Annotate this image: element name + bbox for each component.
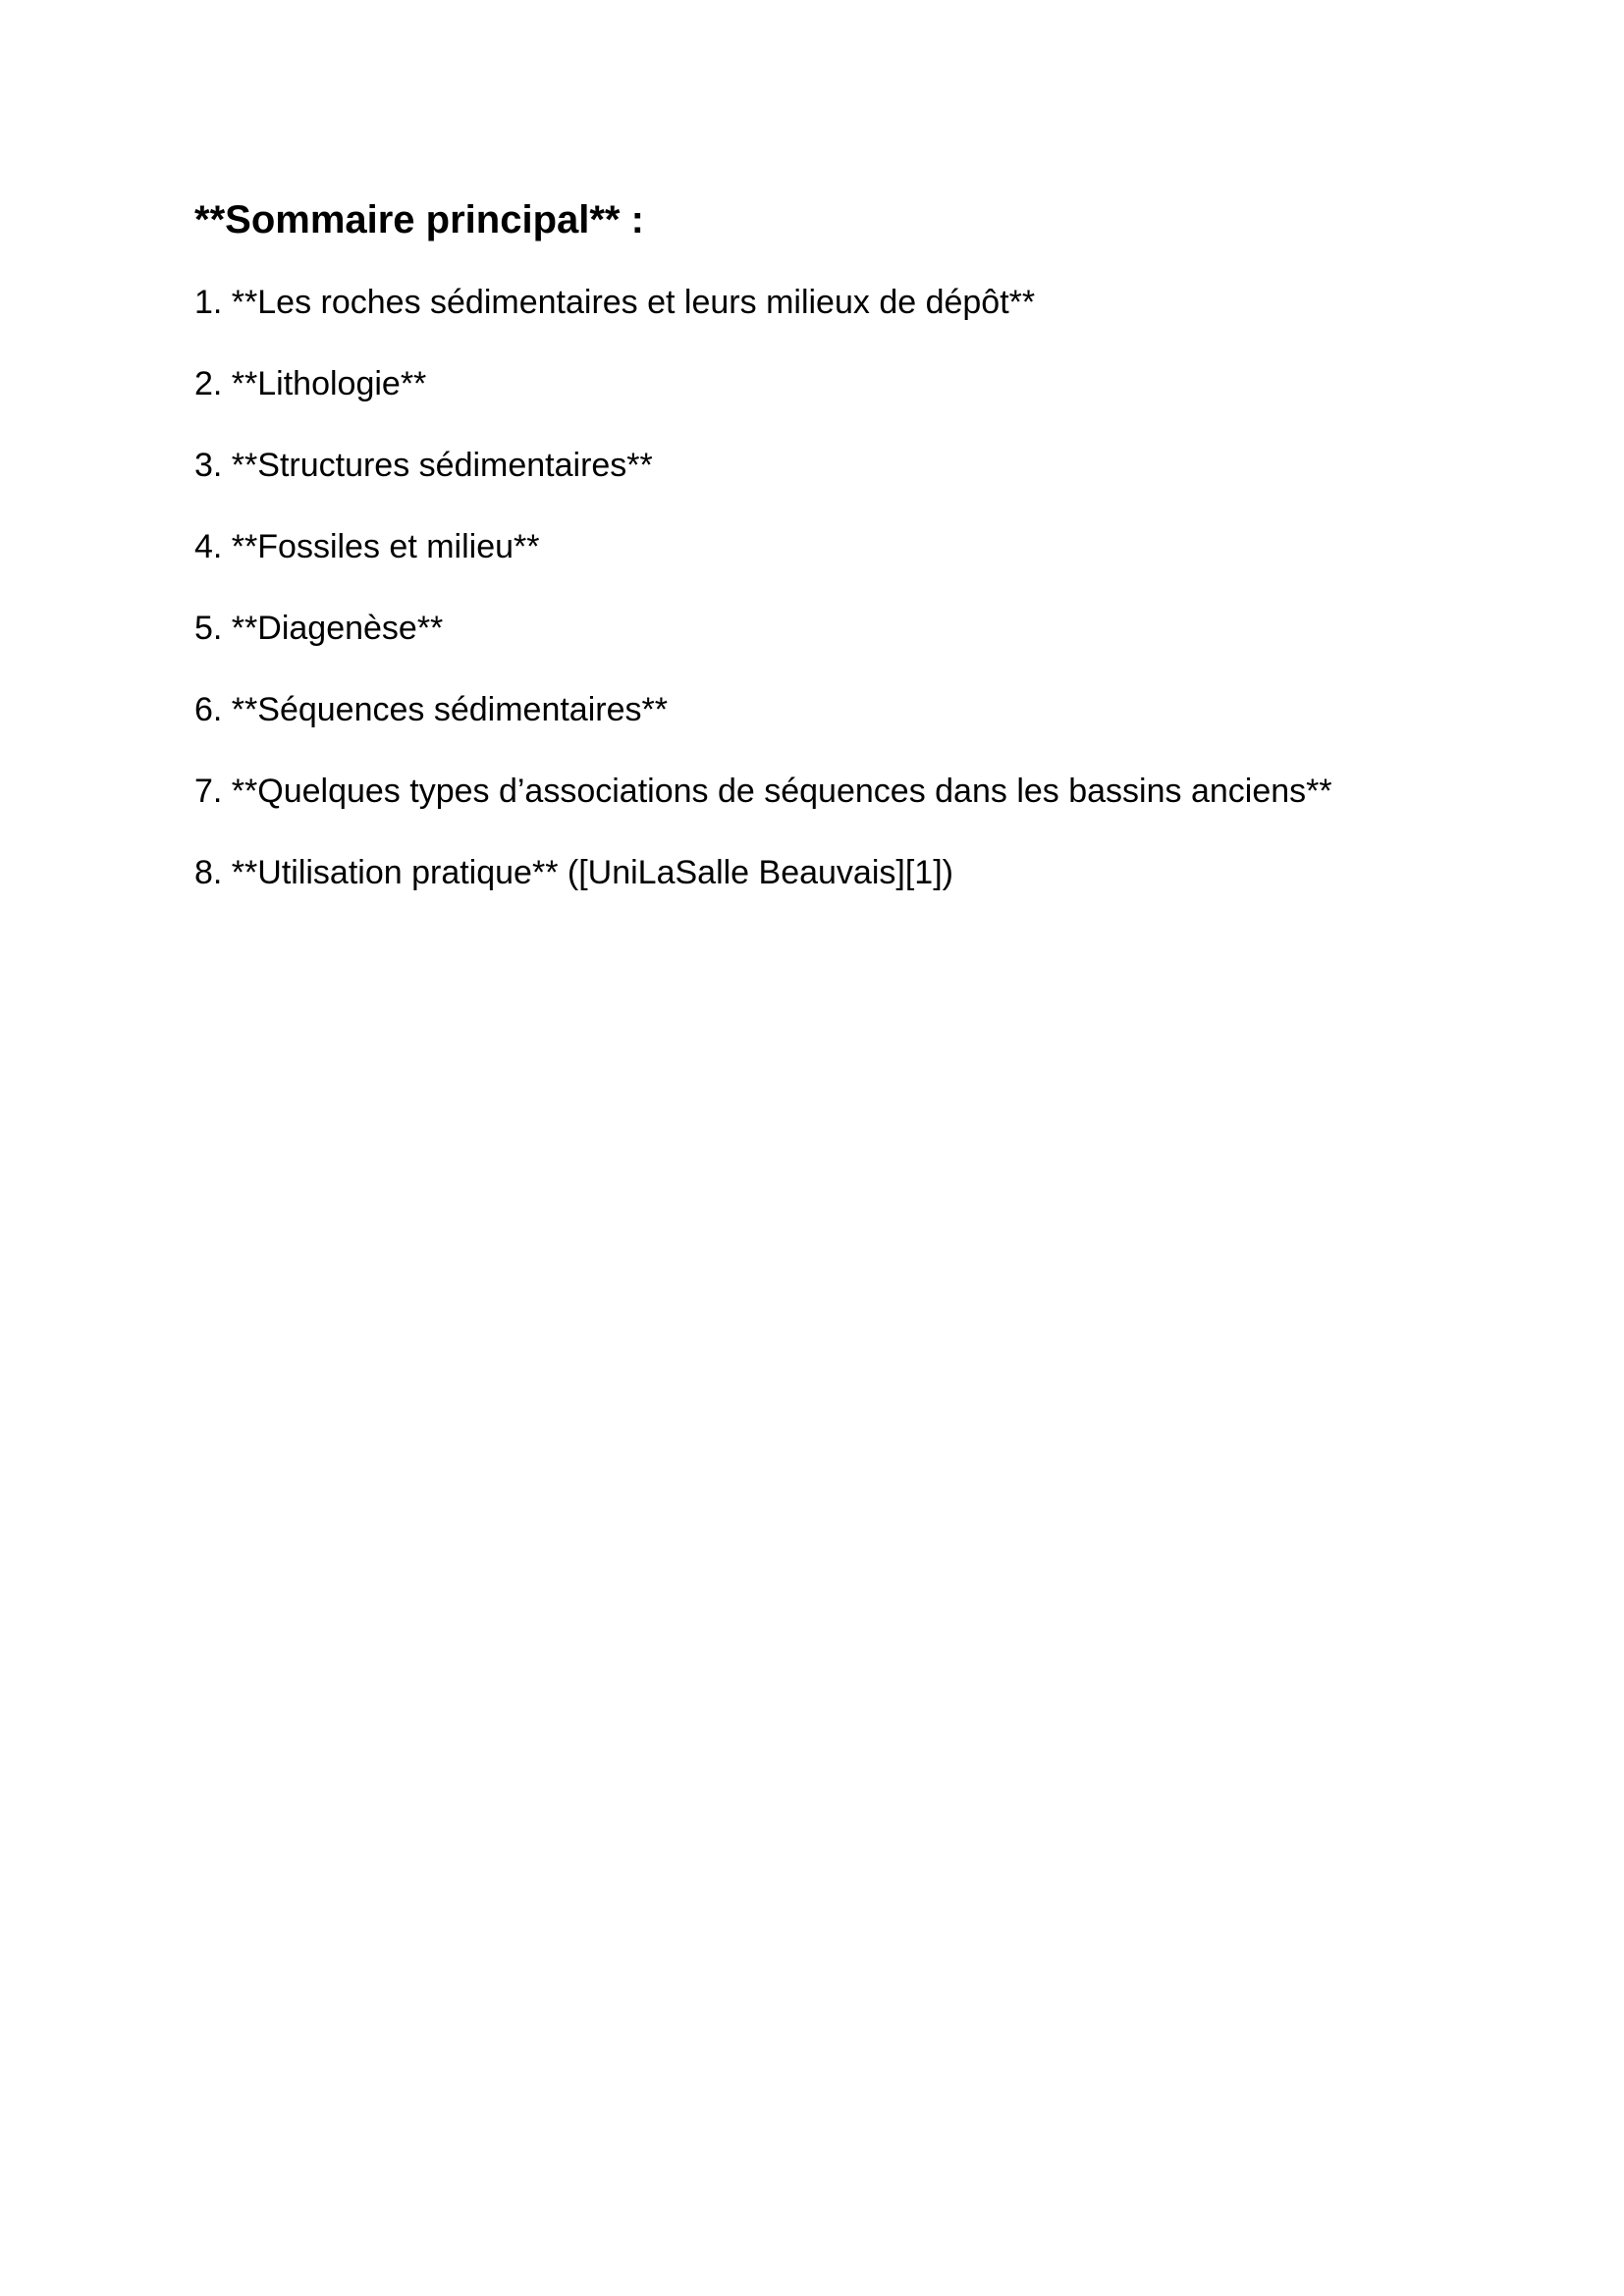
summary-item-8: 8. **Utilisation pratique** ([UniLaSalle Beauvais][1])	[194, 854, 953, 891]
summary-item-6: 6. **Séquences sédimentaires**	[194, 691, 668, 728]
summary-heading: **Sommaire principal** :	[194, 198, 644, 241]
summary-item-5: 5. **Diagenèse**	[194, 610, 444, 647]
summary-item-1: 1. **Les roches sédimentaires et leurs milieux de dépôt**	[194, 284, 1036, 321]
summary-item-3: 3. **Structures sédimentaires**	[194, 447, 653, 484]
summary-item-7: 7. **Quelques types d’associations de séquences dans les bassins anciens**	[194, 773, 1332, 810]
summary-item-2: 2. **Lithologie**	[194, 365, 427, 402]
summary-item-4: 4. **Fossiles et milieu**	[194, 528, 540, 565]
summary-list	[194, 279, 1332, 931]
